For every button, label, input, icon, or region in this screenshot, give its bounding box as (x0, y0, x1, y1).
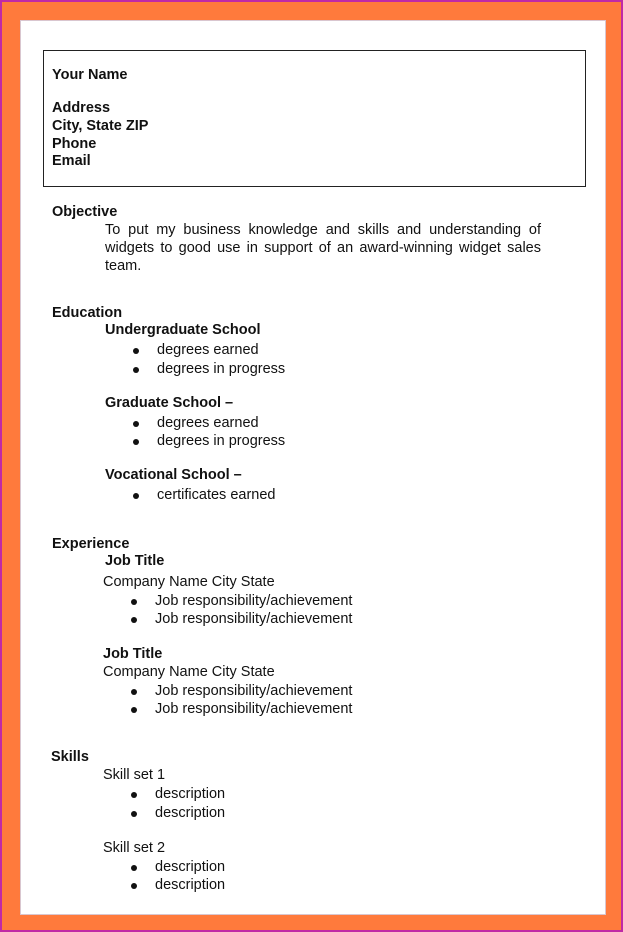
bullet (131, 689, 137, 695)
school-name: Vocational School – (105, 467, 242, 483)
job-title: Job Title (105, 553, 165, 569)
list-item: degrees in progress (157, 433, 286, 449)
list-item: degrees in progress (157, 361, 286, 377)
list-item: description (155, 805, 226, 821)
experience-heading: Experience (52, 536, 130, 552)
school-name: Graduate School – (105, 395, 234, 411)
list-item: description (155, 786, 226, 802)
bullet (131, 617, 137, 623)
objective-heading: Objective (52, 204, 118, 220)
list-item: description (155, 877, 226, 893)
list-item: Job responsibility/achievement (155, 593, 353, 609)
list-item: degrees earned (157, 342, 259, 358)
bullet (131, 883, 137, 889)
list-item: description (155, 859, 226, 875)
school-name: Undergraduate School (105, 322, 261, 338)
bullet (131, 599, 137, 605)
list-item: Job responsibility/achievement (155, 683, 353, 699)
bullet (131, 707, 137, 713)
bullet (131, 811, 137, 817)
bullet (133, 439, 139, 445)
bullet (133, 421, 139, 427)
list-item: certificates earned (157, 487, 276, 503)
list-item: degrees earned (157, 415, 259, 431)
email: Email (52, 153, 91, 169)
phone: Phone (52, 136, 97, 152)
address: Address (52, 100, 111, 116)
bullet (133, 348, 139, 354)
your-name: Your Name (52, 67, 128, 83)
resume-page (20, 20, 606, 915)
skill-set-name: Skill set 1 (103, 767, 166, 783)
job-title: Job Title (103, 646, 163, 662)
city-state-zip: City, State ZIP (52, 118, 149, 134)
skill-set-name: Skill set 2 (103, 840, 166, 856)
bullet (133, 493, 139, 499)
bullet (131, 792, 137, 798)
company-line: Company Name City State (103, 574, 275, 590)
company-line: Company Name City State (103, 664, 275, 680)
education-heading: Education (52, 305, 123, 321)
list-item: Job responsibility/achievement (155, 701, 353, 717)
bullet (131, 865, 137, 871)
skills-heading: Skills (51, 749, 89, 765)
objective-text: To put my business knowledge and skills and understanding of widgets to good use in support of an award-winning widget sales team. (105, 222, 541, 274)
bullet (133, 367, 139, 373)
list-item: Job responsibility/achievement (155, 611, 353, 627)
